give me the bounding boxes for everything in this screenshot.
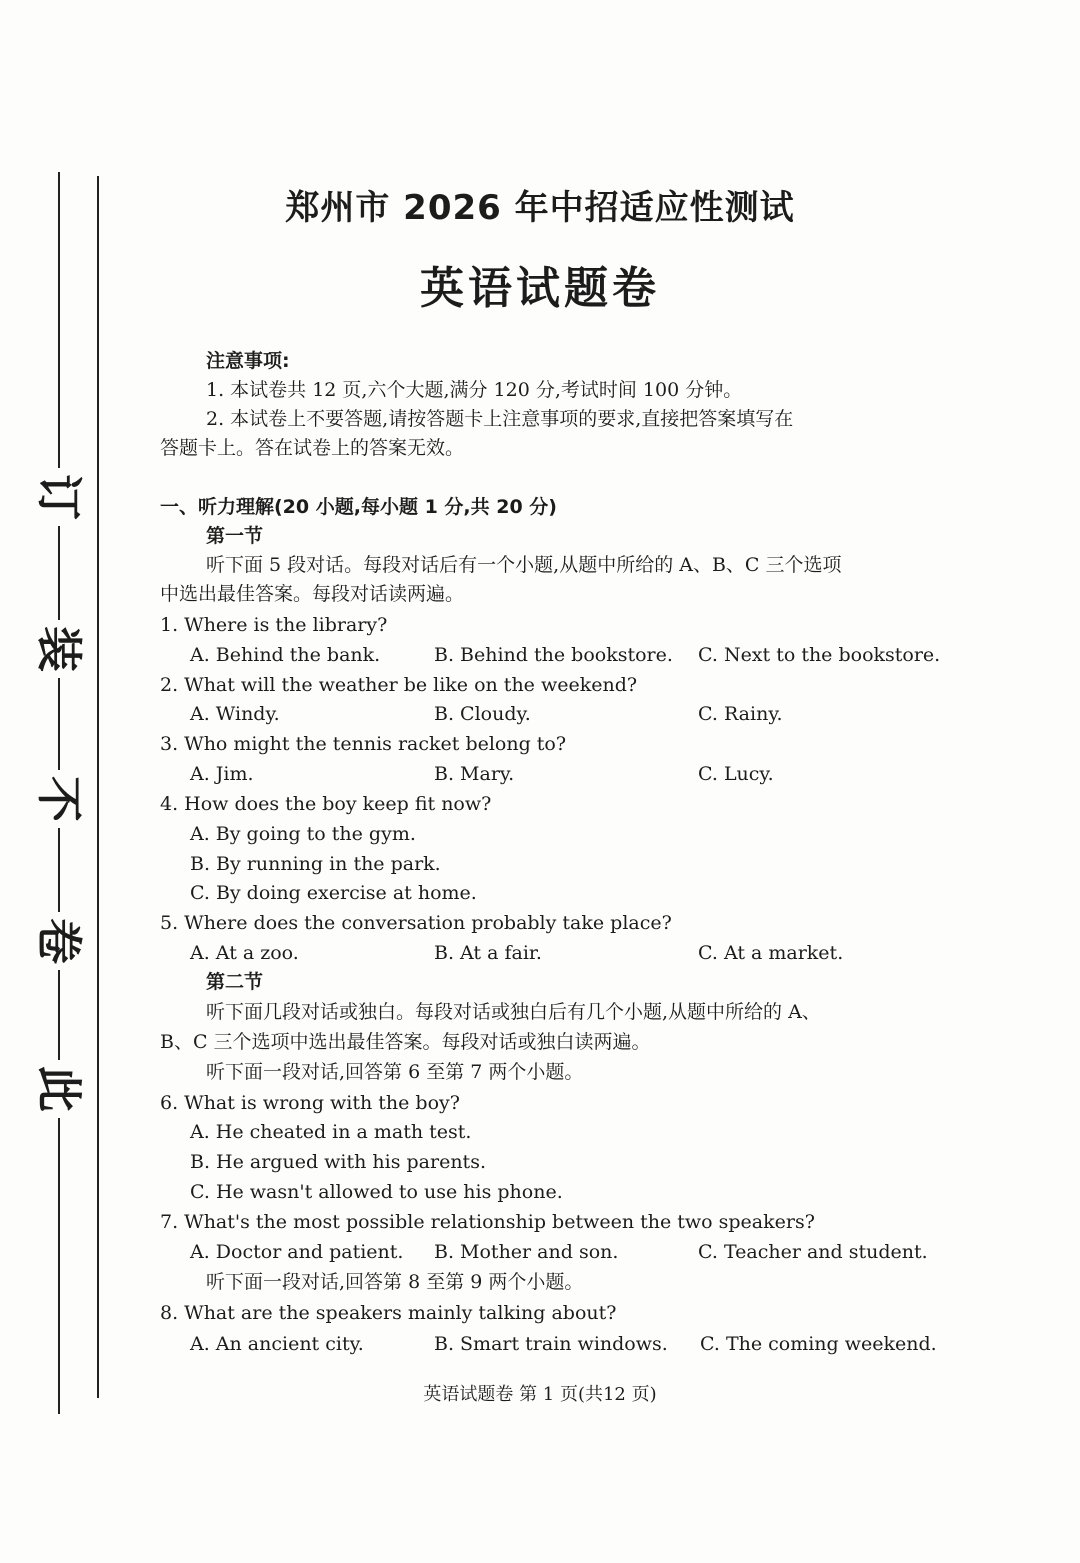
option-a: A. An ancient city. <box>190 1333 364 1355</box>
question-stem: 1. Where is the library? <box>160 614 388 636</box>
section-instructions: 中选出最佳答案。每段对话读两遍。 <box>160 583 465 605</box>
section-heading: 第二节 <box>206 971 264 993</box>
binding-margin-char: 装 <box>30 620 88 678</box>
part-heading: 一、听力理解(20 小题,每小题 1 分,共 20 分) <box>160 496 557 518</box>
option-a: A. He cheated in a math test. <box>190 1121 472 1143</box>
option-a: A. Doctor and patient. <box>190 1241 404 1263</box>
option-a: A. Windy. <box>190 703 280 725</box>
question-stem: 3. Who might the tennis racket belong to? <box>160 733 567 755</box>
question-stem: 2. What will the weather be like on the weekend? <box>160 674 638 696</box>
option-a: A. Jim. <box>190 763 254 785</box>
option-c: C. Teacher and student. <box>698 1241 928 1263</box>
section-instructions: 听下面 5 段对话。每段对话后有一个小题,从题中所给的 A、B、C 三个选项 <box>206 554 842 576</box>
option-c: C. Rainy. <box>698 703 783 725</box>
question-stem: 7. What's the most possible relationship between the two speakers? <box>160 1211 815 1233</box>
option-a: A. By going to the gym. <box>190 823 416 845</box>
binding-margin-char: 不 <box>30 770 88 828</box>
section-instructions: B、C 三个选项中选出最佳答案。每段对话或独白读两遍。 <box>160 1031 651 1053</box>
option-a: A. At a zoo. <box>190 942 299 964</box>
option-c: C. He wasn't allowed to use his phone. <box>190 1181 563 1203</box>
option-b: B. Mary. <box>434 763 515 785</box>
option-b: B. He argued with his parents. <box>190 1151 486 1173</box>
dialog-instruction: 听下面一段对话,回答第 8 至第 9 两个小题。 <box>206 1271 584 1293</box>
option-a: A. Behind the bank. <box>190 644 381 666</box>
option-b: B. At a fair. <box>434 942 542 964</box>
binding-line-inner <box>97 176 99 1398</box>
page-footer: 英语试题卷 第 1 页(共12 页) <box>423 1384 657 1405</box>
question-stem: 8. What are the speakers mainly talking about? <box>160 1302 617 1324</box>
exam-title: 郑州市 2026 年中招适应性测试 <box>285 188 795 228</box>
option-c: C. The coming weekend. <box>700 1333 937 1355</box>
question-stem: 6. What is wrong with the boy? <box>160 1092 460 1114</box>
option-c: C. At a market. <box>698 942 844 964</box>
option-b: B. Mother and son. <box>434 1241 619 1263</box>
notice-item: 2. 本试卷上不要答题,请按答题卡上注意事项的要求,直接把答案填写在 <box>206 408 794 430</box>
option-c: C. Lucy. <box>698 763 774 785</box>
notice-item: 答题卡上。答在试卷上的答案无效。 <box>160 437 465 459</box>
option-b: B. By running in the park. <box>190 853 441 875</box>
binding-margin-char: 此 <box>30 1060 88 1118</box>
option-c: C. Next to the bookstore. <box>698 644 941 666</box>
option-b: B. Smart train windows. <box>434 1333 668 1355</box>
notice-item: 1. 本试卷共 12 页,六个大题,满分 120 分,考试时间 100 分钟。 <box>206 379 743 401</box>
binding-margin-char: 订 <box>30 468 88 526</box>
dialog-instruction: 听下面一段对话,回答第 6 至第 7 两个小题。 <box>206 1061 584 1083</box>
exam-subtitle: 英语试题卷 <box>420 263 660 314</box>
section-heading: 第一节 <box>206 525 264 547</box>
option-b: B. Behind the bookstore. <box>434 644 673 666</box>
binding-margin-char: 卷 <box>30 912 88 970</box>
question-stem: 4. How does the boy keep fit now? <box>160 793 492 815</box>
option-b: B. Cloudy. <box>434 703 531 725</box>
section-instructions: 听下面几段对话或独白。每段对话或独白后有几个小题,从题中所给的 A、 <box>206 1001 821 1023</box>
option-c: C. By doing exercise at home. <box>190 882 477 904</box>
notice-heading: 注意事项: <box>206 350 290 372</box>
question-stem: 5. Where does the conversation probably take place? <box>160 912 672 934</box>
